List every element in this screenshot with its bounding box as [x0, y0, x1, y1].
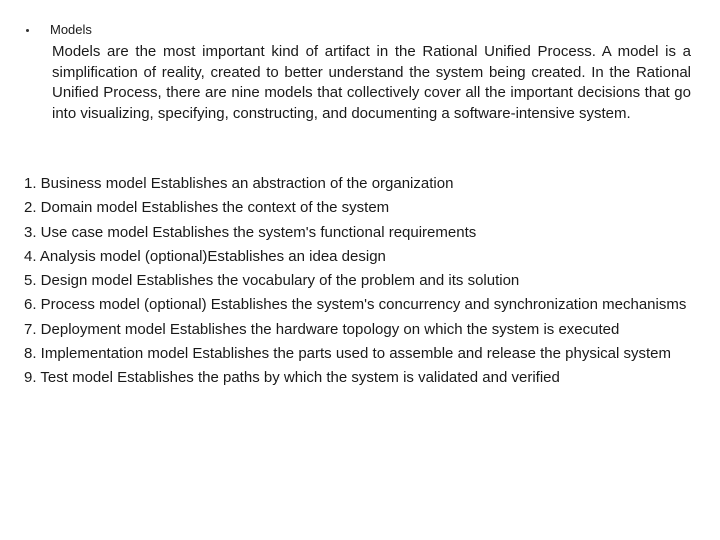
list-item: 4. Analysis model (optional)Establishes an idea design — [24, 247, 386, 265]
list-item: 3. Use case model Establishes the system's functional requirements — [24, 223, 477, 241]
list-item: 7. Deployment model Establishes the hardware topology on which the system is executed — [24, 320, 620, 338]
list-item: 9. Test model Establishes the paths by which the system is validated and verified — [24, 369, 560, 387]
list-item: 2. Domain model Establishes the context of the system — [24, 199, 390, 217]
intro-paragraph: Models are the most important kind of artifact in the Rational Unified Process. A model is a simplification of reality, created to better understand the system being created. In the Rational Unified Process, there are nine models that collectively cover all the important decisions that go into visualizing, specifying, constructing, and documenting a software-intensive system. — [52, 43, 691, 122]
models-list — [24, 174, 691, 393]
list-item: 6. Process model (optional) Establishes the system's concurrency and synchronization mechanisms — [24, 296, 687, 314]
list-item: 1. Business model Establishes an abstraction of the organization — [24, 175, 454, 192]
section-heading: Models — [50, 22, 92, 37]
bullet-heading-row — [26, 22, 92, 38]
list-item: 5. Design model Establishes the vocabulary of the problem and its solution — [24, 272, 520, 290]
list-item: 8. Implementation model Establishes the parts used to assemble and release the physical system — [24, 345, 672, 363]
bullet-icon — [26, 29, 29, 32]
